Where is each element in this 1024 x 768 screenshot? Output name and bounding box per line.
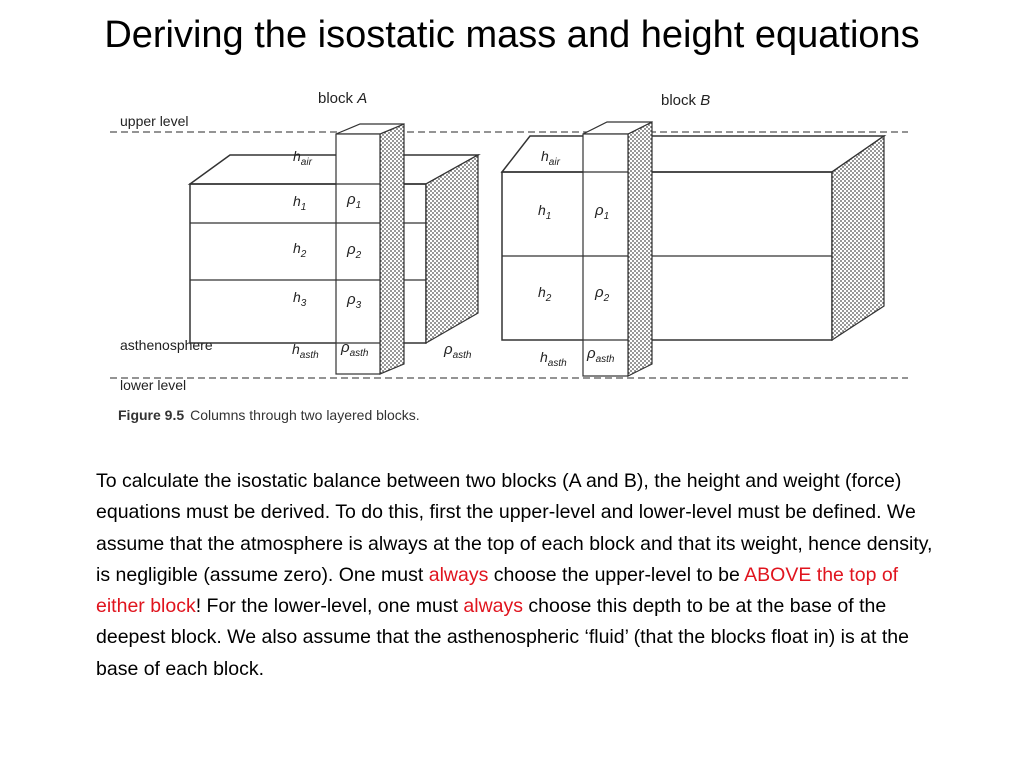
- lower-level-label: lower level: [120, 377, 187, 393]
- highlight-above-top: ABOVE the top of either block: [96, 563, 899, 618]
- figure-caption: Figure 9.5 Columns through two layered blocks.: [118, 407, 420, 423]
- body-text-segment: To calculate the isostatic balance between two blocks (A and B), the height and weight (force) equations must be derived. To do this, first the upper-level and lower-level must be defined. We assume that the atmosphere is always at the top of each block and that its weight, hence density, is negligible (assume zero). One must: [96, 470, 933, 586]
- columns-diagram-svg: [110, 82, 915, 432]
- upper-level-label: upper level: [120, 113, 189, 129]
- block-a-h-3: $h_3$: [293, 289, 307, 309]
- asthenosphere-label: asthenosphere: [120, 337, 213, 353]
- body-text-segment: choose the upper-level to be: [488, 563, 745, 586]
- body-paragraph-text: [96, 466, 936, 685]
- body-text-segment: ! For the lower-level, one must: [195, 595, 464, 618]
- block-b-h-1: $h_1$: [538, 202, 552, 222]
- block-a-rho-2: $\rho_2$: [347, 241, 362, 261]
- block-a-h-asth: $h_{asth}$: [292, 341, 319, 361]
- block-a-h-1: $h_1$: [293, 193, 307, 213]
- block-a-title: block A: [318, 90, 368, 107]
- block-a-h-2: $h_2$: [293, 240, 307, 260]
- middle-rho-asth: $\rho_{asth}$: [444, 341, 472, 361]
- column-a-dotted-side: [380, 124, 404, 374]
- slide-title: Deriving the isostatic mass and height equations: [104, 14, 920, 56]
- block-b-h-2: $h_2$: [538, 284, 552, 304]
- block-b-rho-2: $\rho_2$: [595, 284, 610, 304]
- block-b-rho-asth: $\rho_{asth}$: [587, 345, 615, 365]
- body-text-segment: choose this depth to be at the base of the deepest block. We also assume that the asthenospheric ‘fluid’ (that the blocks float in) is at the base of each block.: [96, 595, 909, 680]
- body-paragraph: [96, 466, 936, 685]
- block-b-title: block B: [661, 92, 711, 109]
- figure-columns-diagram: [110, 82, 915, 432]
- block-a-side-face: [426, 155, 478, 343]
- block-b-side-face: [832, 136, 884, 340]
- highlight-always: always: [428, 563, 489, 586]
- block-b-rho-1: $\rho_1$: [595, 202, 610, 222]
- block-a-rho-1: $\rho_1$: [347, 191, 362, 211]
- block-a-rho-3: $\rho_3$: [347, 291, 362, 311]
- block-a-h-air: $h_{air}$: [293, 148, 312, 168]
- block-b-h-air: $h_{air}$: [541, 148, 560, 168]
- highlight-always: always: [463, 595, 524, 618]
- block-a-rho-asth: $\rho_{asth}$: [341, 339, 369, 359]
- column-b-dotted-side: [628, 122, 652, 376]
- block-b-h-asth: $h_{asth}$: [540, 349, 567, 369]
